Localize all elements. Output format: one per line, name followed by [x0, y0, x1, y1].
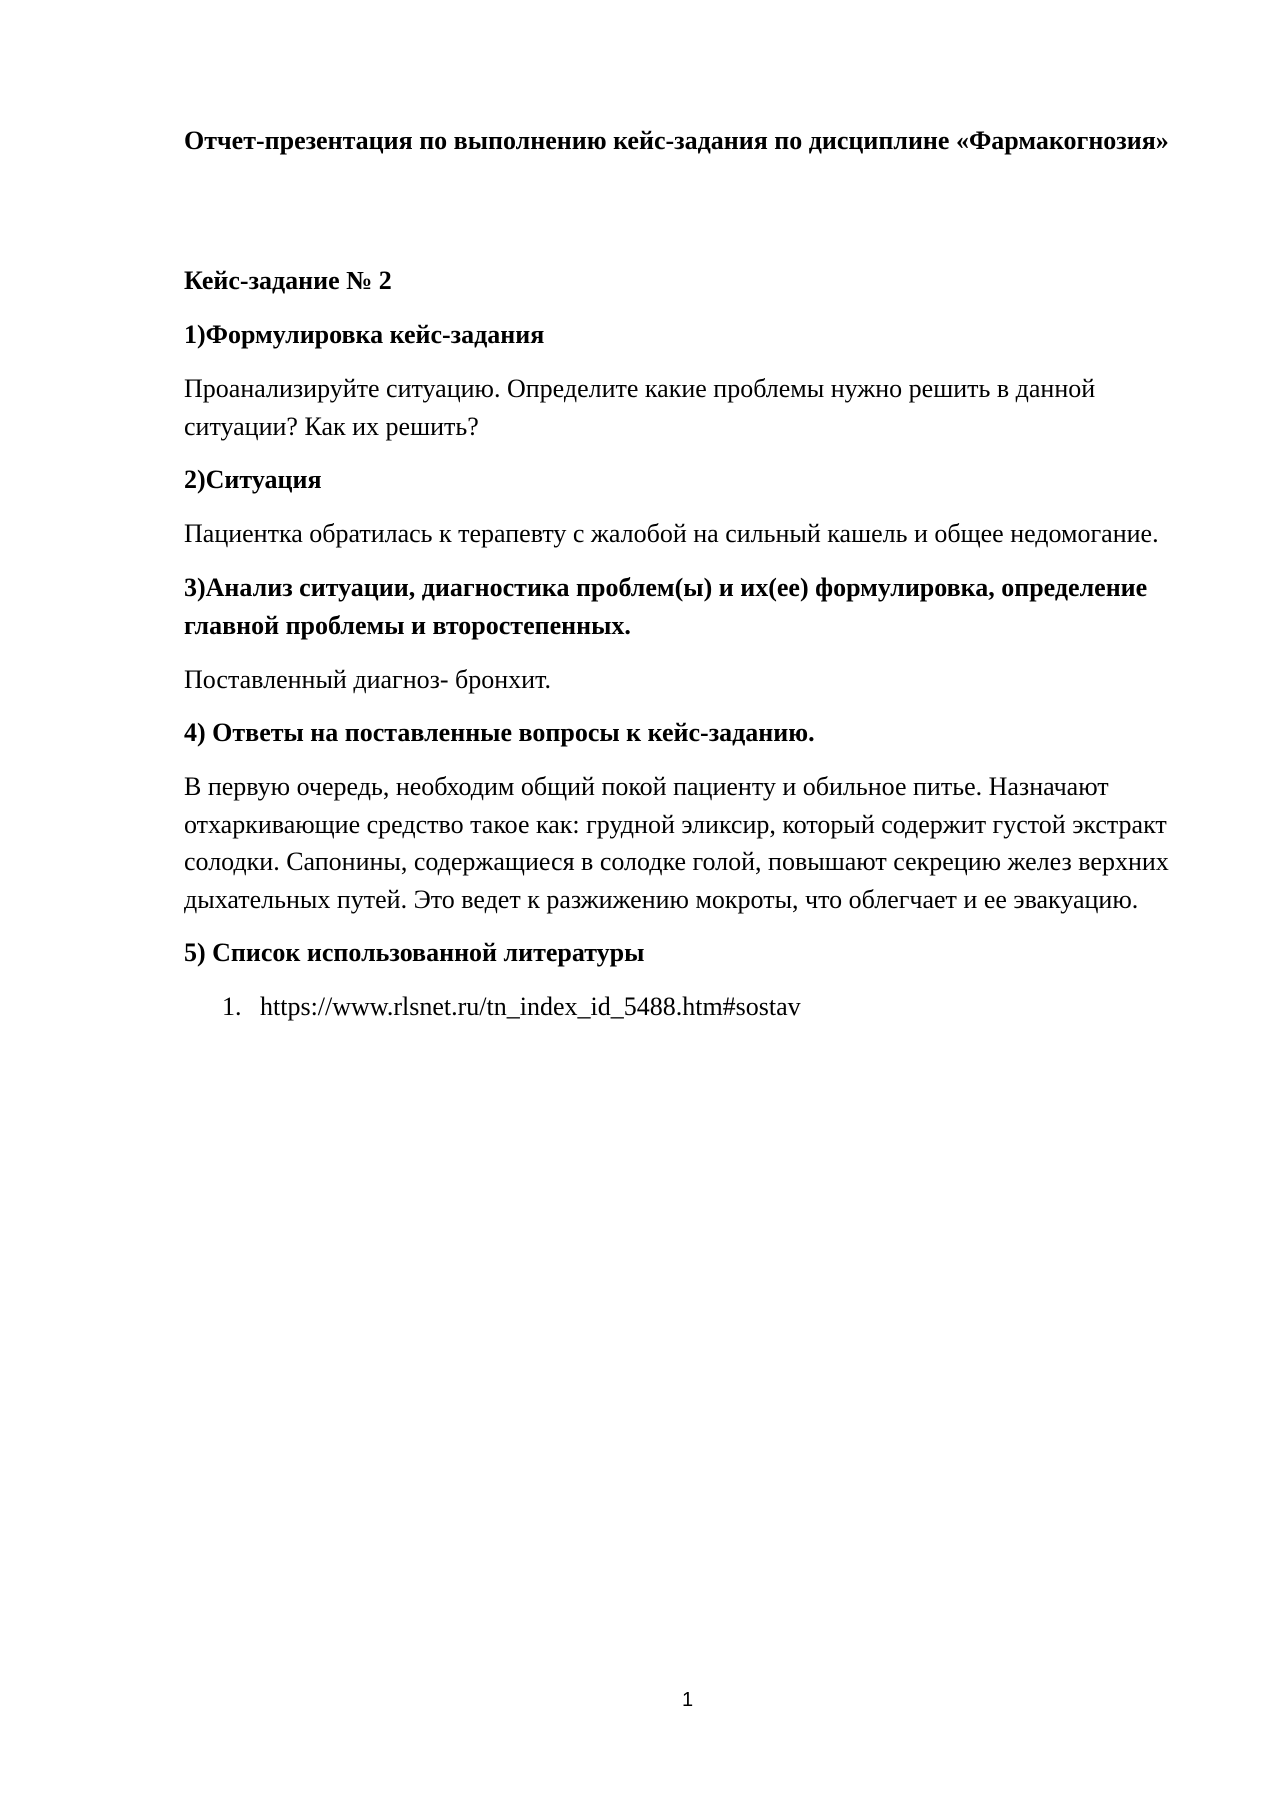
section-text-formulation: Проанализируйте ситуацию. Определите какие проблемы нужно решить в данной ситуации? Как их решить? — [184, 374, 1096, 441]
section-heading-references: 5) Список использованной литературы — [184, 938, 645, 967]
section-text-situation: Пациентка обратилась к терапевту с жалобой на сильный кашель и общее недомогание. — [184, 519, 1159, 548]
document-title: Отчет-презентация по выполнению кейс-задания по дисциплине «Фармакогнозия» — [184, 126, 1169, 155]
reference-number: 1. — [222, 992, 242, 1021]
page-number: 1 — [681, 1689, 694, 1711]
reference-list — [184, 988, 1184, 1026]
section-heading-answers: 4) Ответы на поставленные вопросы к кейс-заданию. — [184, 718, 815, 747]
section-text-answers: В первую очередь, необходим общий покой пациенту и обильное питье. Назначают отхаркивающие средство такое как: грудной эликсир, который содержит густой экстракт солодки. Сапонины, содержащиеся в солодке голой, повышают секрецию желез верхних дыхательных путей. Это ведет к разжижению мокроты, что облегчает и ее эвакуацию. — [184, 772, 1169, 914]
section-heading-formulation: 1)Формулировка кейс-задания — [184, 320, 545, 349]
section-text-analysis: Поставленный диагноз- бронхит. — [184, 664, 551, 694]
reference-link[interactable]: https://www.rlsnet.ru/tn_index_id_5488.htm#sostav — [260, 992, 801, 1021]
list-item — [184, 988, 1184, 1026]
document-body — [184, 122, 1184, 1026]
section-heading-analysis: 3)Анализ ситуации, диагностика проблем(ы) и их(ее) формулировка, определение главной проблемы и второстепенных. — [184, 572, 1148, 640]
section-heading-situation: 2)Ситуация — [184, 465, 322, 494]
case-title: Кейс-задание № 2 — [184, 266, 392, 295]
